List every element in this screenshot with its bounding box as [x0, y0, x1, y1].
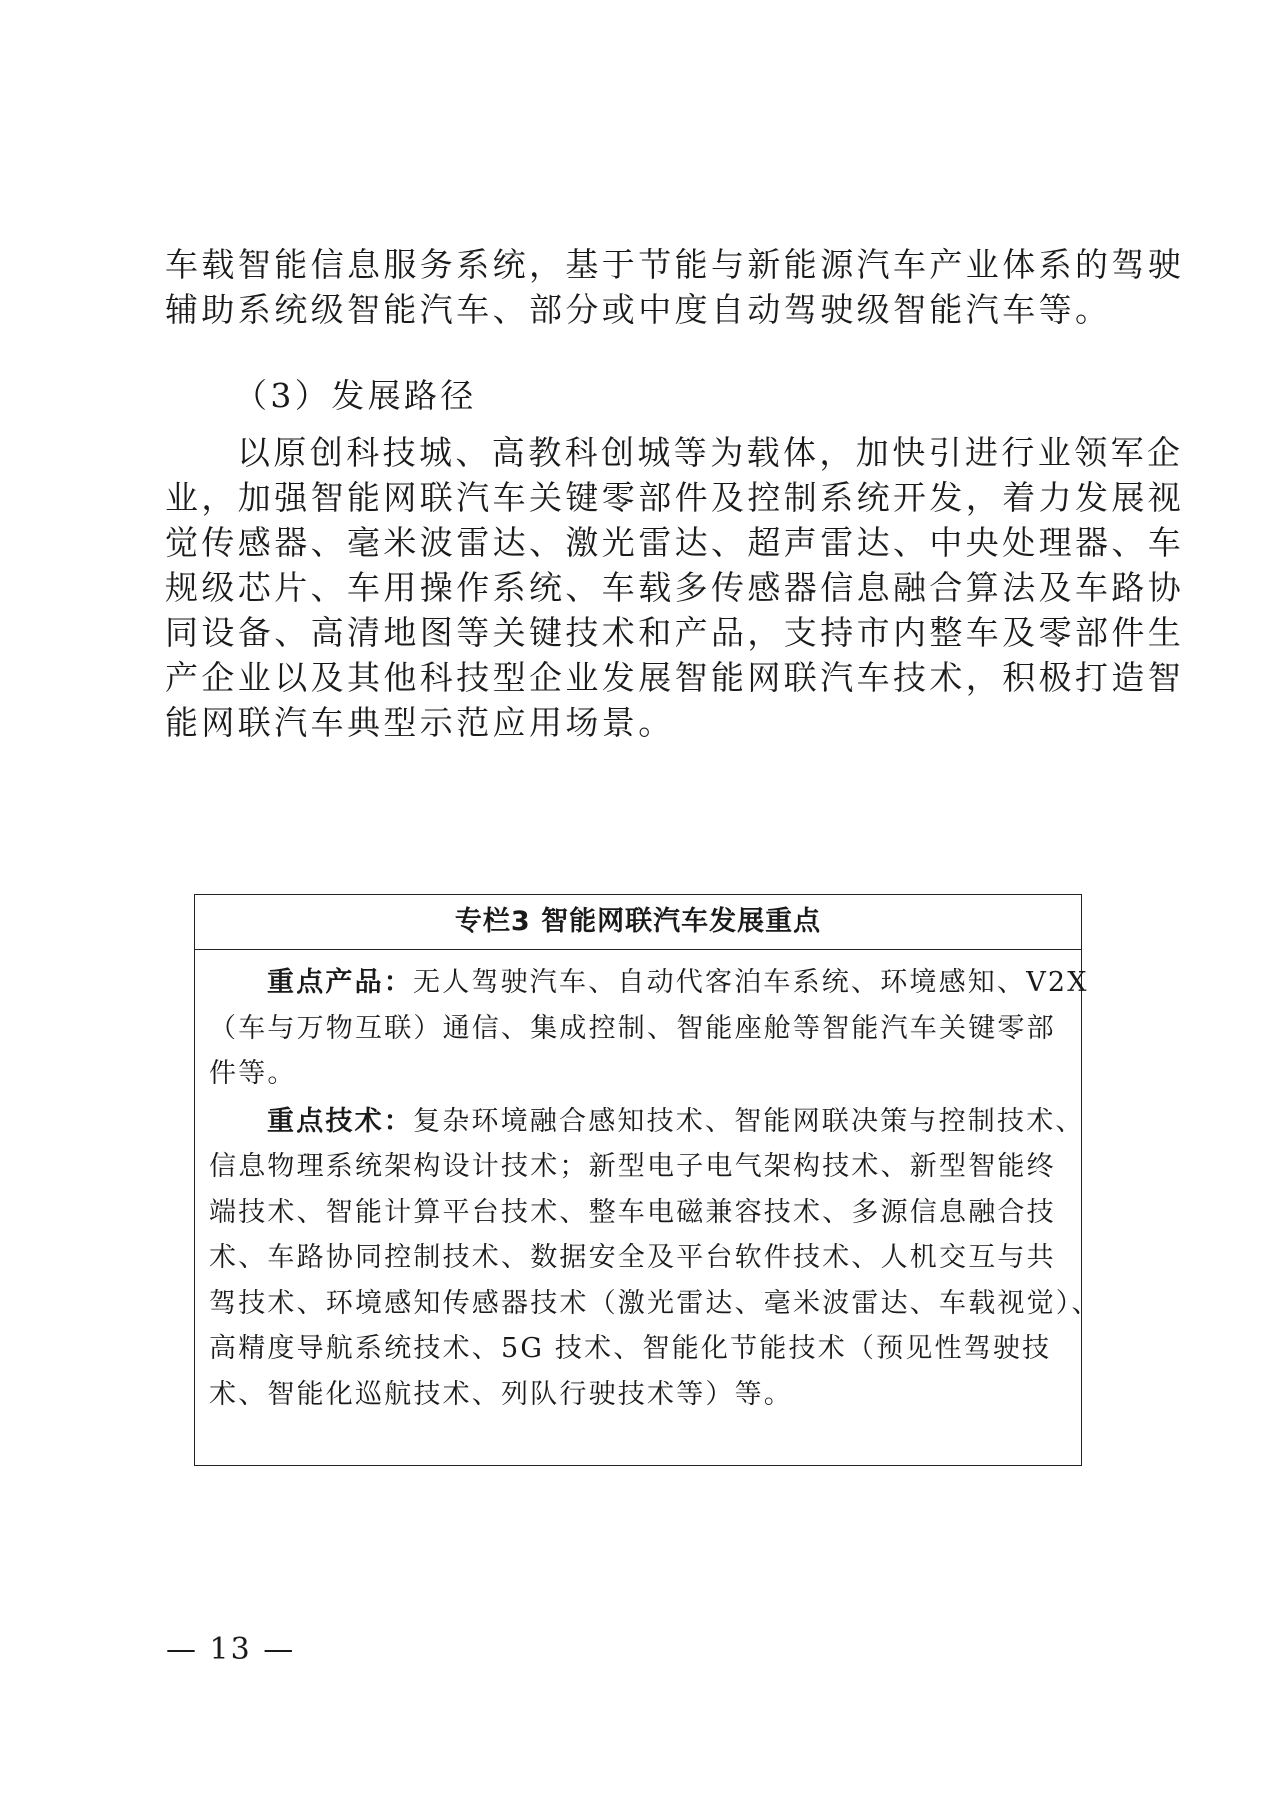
text-line: 件等。 — [209, 1058, 297, 1089]
text-line: 高精度导航系统技术、5G 技术、智能化节能技术（预见性驾驶技 — [209, 1333, 1052, 1364]
text-line: 端技术、智能计算平台技术、整车电磁兼容技术、多源信息融合技 — [209, 1196, 1056, 1228]
page-number: — 13 — — [166, 1632, 296, 1667]
text-line: 觉传感器、毫米波雷达、激光雷达、超声雷达、中央处理器、车 — [165, 523, 1185, 562]
text-line: 规级芯片、车用操作系统、车载多传感器信息融合算法及车路协 — [165, 568, 1185, 607]
text-line: 辅助系统级智能汽车、部分或中度自动驾驶级智能汽车等。 — [165, 290, 1112, 329]
paragraph-development-path — [165, 430, 1185, 745]
text-line: 能网联汽车典型示范应用场景。 — [165, 703, 675, 742]
key-technologies-label: 重点技术： — [267, 1105, 413, 1137]
text-line — [209, 960, 1089, 1006]
text-line: 车载智能信息服务系统，基于节能与新能源汽车产业体系的驾驶 — [165, 245, 1185, 284]
section-heading: （3）发展路径 — [234, 376, 477, 415]
text-line: 产企业以及其他科技型企业发展智能网联汽车技术，积极打造智 — [165, 658, 1185, 697]
key-products-label: 重点产品： — [267, 967, 413, 998]
key-technologies-paragraph — [209, 1099, 1101, 1418]
column-box — [194, 894, 1101, 1466]
text-line: 信息物理系统架构设计技术；新型电子电气架构技术、新型智能终 — [209, 1151, 1056, 1182]
text-segment: 无人驾驶汽车、自动代客泊车系统、环境感知、V2X — [413, 967, 1089, 998]
text-line: （车与万物互联）通信、集成控制、智能座舱等智能汽车关键零部 — [209, 1012, 1056, 1044]
text-line: 驾技术、环境感知传感器技术（激光雷达、毫米波雷达、车载视觉）、 — [209, 1287, 1101, 1319]
text-line: 业，加强智能网联汽车关键零部件及控制系统开发，着力发展视 — [165, 478, 1185, 517]
text-line: 术、车路协同控制技术、数据安全及平台软件技术、人机交互与共 — [209, 1242, 1056, 1273]
text-segment: 复杂环境融合感知技术、智能网联决策与控制技术、 — [413, 1105, 1085, 1137]
text-line: 术、智能化巡航技术、列队行驶技术等）等。 — [209, 1378, 793, 1410]
key-products-paragraph — [209, 960, 1089, 1097]
text-line: 同设备、高清地图等关键技术和产品，支持市内整车及零部件生 — [165, 613, 1185, 652]
column-box-body — [195, 950, 1101, 1417]
paragraph-intro — [165, 242, 1185, 332]
text-line: 以原创科技城、高教科创城等为载体，加快引进行业领军企 — [237, 433, 1184, 472]
column-box-title: 专栏3 智能网联汽车发展重点 — [195, 895, 1081, 950]
text-line — [209, 1099, 1085, 1145]
